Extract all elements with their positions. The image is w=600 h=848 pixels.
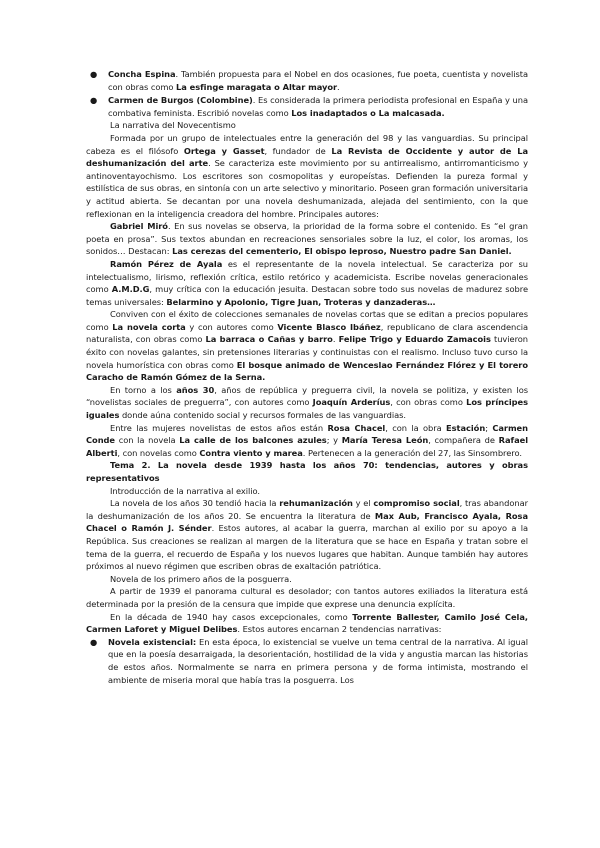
subheading-posguerra: Novela de los primero años de la posguerra.: [110, 573, 292, 584]
item-text: . Es considerada la primera periodista profesional en España y una combativa feminista. Escribió novelas como: [108, 95, 528, 118]
item-text: En esta época, lo existencial se vuelve un tema central de la narrativa. Al igual que en la poesía desarraigada, la desorientación, hostilidad de la vida y angustia marcan las historias de estos años. Normalmente se narra en primera persona y de forma intimista, mostrando el ambiente de miseria moral que había tras la posguerra. Los: [108, 636, 528, 685]
paragraph-perez-de-ayala: Ramón Pérez de Ayala es el representante de la novela intelectual. Se caracteriza por su intelectualismo, lirismo, reflexión crítica, estilo retórico y academicista. Escribe novelas generacionales como A.M.D.G, muy crítica con la educación jesuita. Destacan sobre todo sus novelas de madurez sobre temas universales: Belarmino y Apolonio, Tigre Juan, Troteras y danzaderas…: [86, 258, 529, 307]
list-item: [86, 94, 528, 119]
paragraph-colecciones: Conviven con el éxito de colecciones semanales de novelas cortas que se editan a precios populares como La novela corta y con autores como Vicente Blasco Ibáñez, republicano de clara ascendencia naturalista, con obras como La barraca o Cañas y barro. Felipe Trigo y Eduardo Zamacois tuvieron éxito con novelas galantes, sin pretensiones literarias y continuistas con el realismo. Incluso tuvo curso la novela humorística con obras como El bosque animado de Wenceslao Fernández Flórez y El torero Caracho de Ramón Gómez de la Serna.: [86, 309, 529, 383]
works: La esfinge maragata o Altar mayor: [176, 81, 338, 92]
bullet-icon: ●: [90, 69, 98, 79]
list-item: [86, 636, 528, 686]
subheading-exilio: Introducción de la narrativa al exilio.: [110, 485, 260, 496]
works: Los inadaptados o La malcasada.: [291, 107, 445, 118]
paragraph-anos-30: En torno a los años 30, años de república y preguerra civil, la novela se politiza, y existen los “novelistas sociales de preguerra”, con autores como Joaquín Arderíus, con obras como Los príncipes iguales donde aúna contenido social y recursos formales de las vanguardias.: [86, 384, 529, 421]
paragraph-novecentismo: Formada por un grupo de intelectuales entre la generación del 98 y las vanguardias. Su principal cabeza es el filósofo Ortega y Gasset, fundador de La Revista de Occidente y autor de La deshumanización del arte. Se caracteriza este movimiento por su antirrealismo, antirromanticismo y antinoventayochismo. Los escritores son cosmopolitas y europeístas. Defienden la pureza formal y estilística de sus obras, en sintonía con un arte selectivo y minoritario. Poseen gran formación universitaria y actitud abierta. Se decantan por una novela deshumanizada, alejada del sentimiento, con la que reflexionan en la inteligencia creadora del hombre. Principales autores:: [86, 132, 529, 219]
paragraph-posguerra: A partir de 1939 el panorama cultural es desolador; con tantos autores exiliados la literatura está determinada por la presión de la censura que impide que exprese una denuncia explícita.: [86, 586, 528, 609]
tendency-name: Novela existencial:: [108, 636, 197, 647]
paragraph-decada-1940: En la década de 1940 hay casos excepcionales, como Torrente Ballester, Camilo José Cela, Carmen Laforet y Miguel Delibes. Estos autores encarnan 2 tendencias narrativas:: [86, 611, 528, 635]
section-heading-novecentismo: La narrativa del Novecentismo: [110, 120, 236, 131]
tendencias-list: [86, 636, 528, 686]
list-item: ● Concha Espina. También propuesta para el Nobel en dos ocasiones, fue poeta, cuentista y novelista con obras como La esfinge maragata o Altar mayor.: [90, 69, 528, 92]
bullet-icon: ●: [90, 636, 98, 647]
section-title-tema-2: Tema 2. La novela desde 1939 hasta los años 70: tendencias, autores y obras representativos: [86, 460, 528, 483]
author-name: Carmen de Burgos (Colombine): [108, 95, 253, 106]
authors-list-top: [86, 68, 528, 119]
bullet-icon: ●: [90, 95, 98, 106]
paragraph-exilio: La novela de los años 30 tendió hacia la rehumanización y el compromiso social, tras abandonar la deshumanización de los años 20. Se encuentra la literatura de Max Aub, Francisco Ayala, Rosa Chacel o Ramón J. Sénder. Estos autores, al acabar la guerra, marchan al exilio por su apoyo a la República. Sus creaciones se realizan al margen de la literatura que se hace en España y tratan sobre el tema de la guerra, el recuerdo de España y los nuevos lugares que habitan. Aunque también hay autores próximos al nuevo régimen que escriben obras de exaltación patriótica.: [86, 498, 529, 572]
author-name: Concha Espina: [108, 69, 176, 79]
paragraph-miro: Gabriel Miró. En sus novelas se observa, la prioridad de la forma sobre el contenido. Es “el gran poeta en prosa”. Sus textos abundan en recreaciones sensoriales sobre la luz, el color, los aromas, los sonidos… Destacan: Las cerezas del cementerio, El obispo leproso, Nuestro padre San Daniel.: [86, 221, 528, 257]
item-text: . También propuesta para el Nobel en dos ocasiones, fue poeta, cuentista y novelista con obras como: [108, 69, 528, 92]
paragraph-mujeres-novelistas: Entre las mujeres novelistas de estos años están Rosa Chacel, con la obra Estación; Carmen Conde con la novela La calle de los balcones azules; y María Teresa León, compañera de Rafael Alberti, con novelas como Contra viento y marea. Pertenecen a la generación del 27, las Sinsombrero.: [86, 422, 529, 458]
